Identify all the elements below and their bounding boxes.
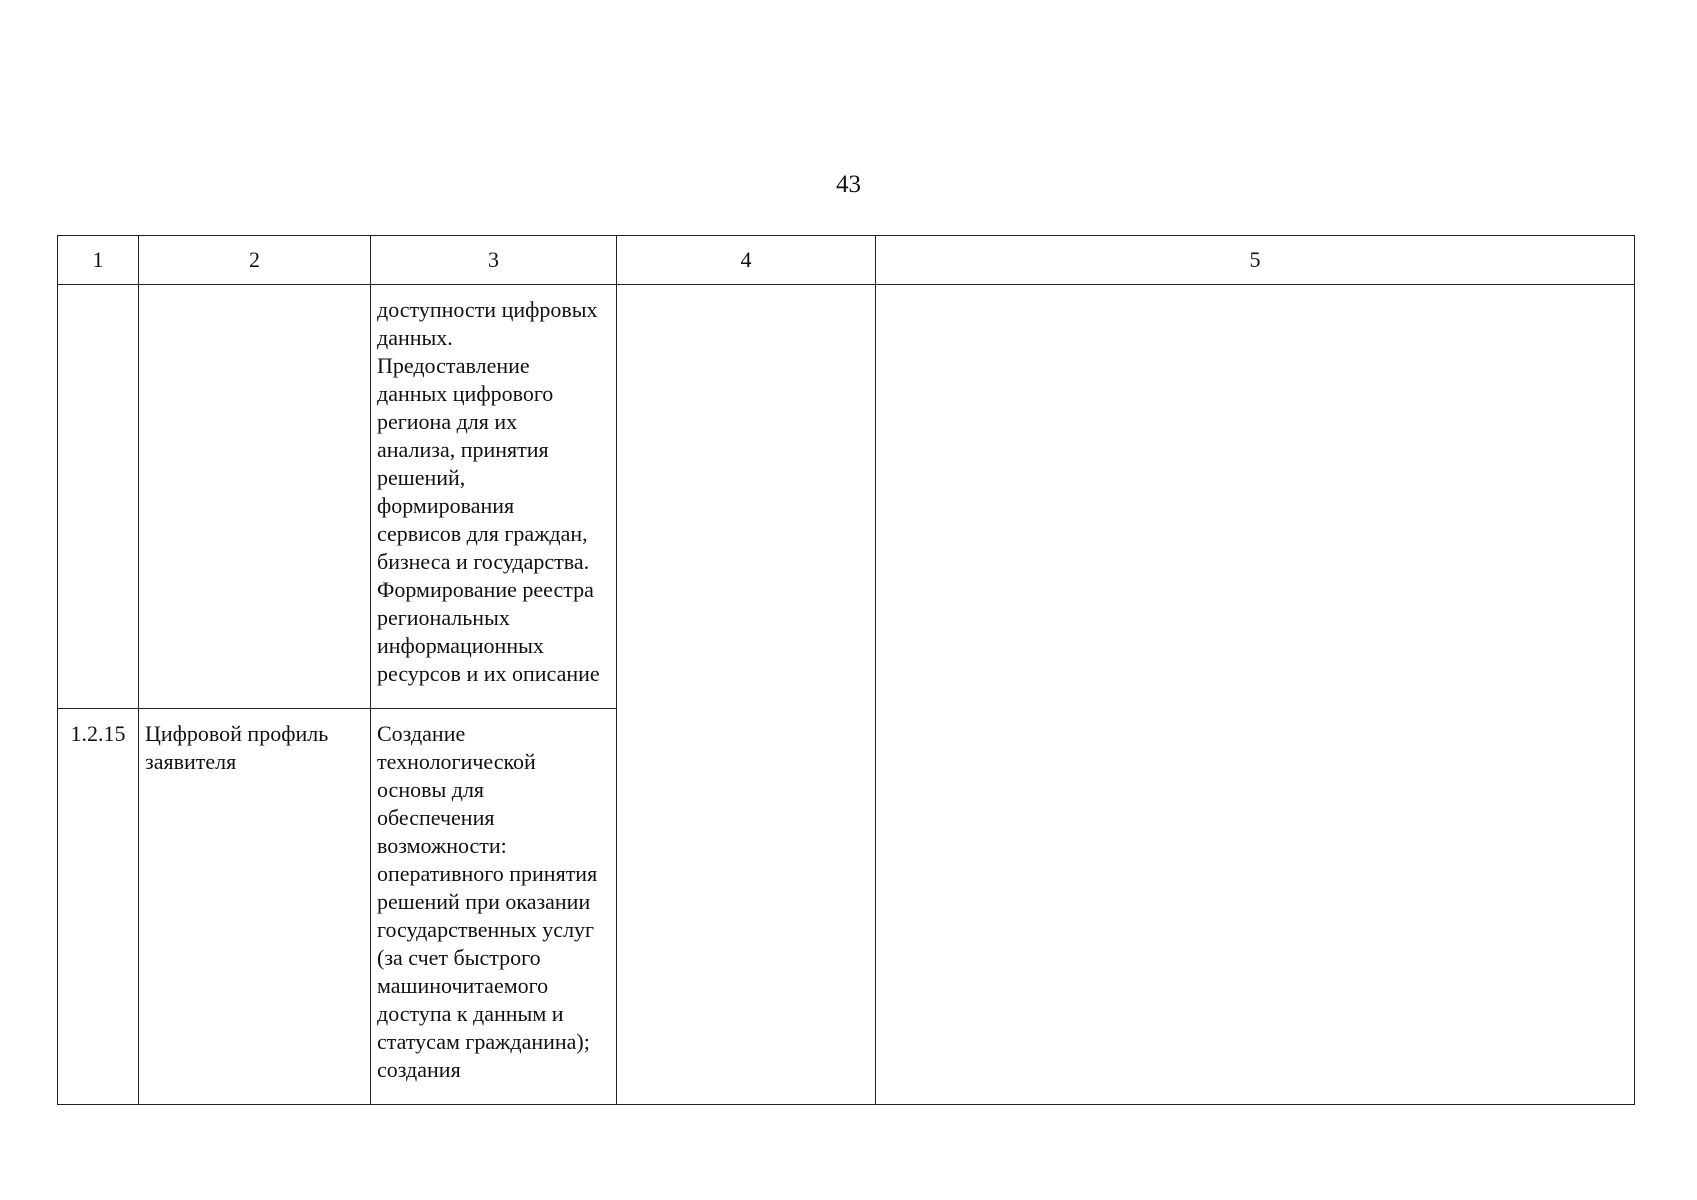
description-line: Предоставление bbox=[377, 353, 530, 378]
description-line: региональных bbox=[377, 605, 510, 630]
column-header-5: 5 bbox=[876, 236, 1635, 285]
description-line: данных цифрового bbox=[377, 381, 554, 406]
row-number-cell: 1.2.15 bbox=[58, 709, 139, 1105]
description-line: машиночитаемого bbox=[377, 973, 549, 998]
page-number: 43 bbox=[836, 171, 861, 198]
column-header-2: 2 bbox=[139, 236, 371, 285]
description-line: формирования bbox=[377, 493, 515, 518]
description-line: Создание bbox=[377, 721, 466, 746]
row-name-cell bbox=[139, 709, 371, 1105]
table-header-row bbox=[58, 236, 1635, 285]
row-description-cell bbox=[371, 709, 617, 1105]
column-header-3: 3 bbox=[371, 236, 617, 285]
description-line: информационных bbox=[377, 633, 544, 658]
description-line: доступности цифровых bbox=[377, 297, 598, 322]
name-line: заявителя bbox=[145, 749, 237, 774]
row-description-cell bbox=[371, 285, 617, 709]
description-line: решений при оказании bbox=[377, 889, 591, 914]
column-5-cell bbox=[876, 285, 1635, 1105]
description-line: обеспечения bbox=[377, 805, 495, 830]
row-number-cell bbox=[58, 285, 139, 709]
description-line: оперативного принятия bbox=[377, 861, 598, 886]
content-table bbox=[57, 235, 1635, 1105]
description-line: статусам гражданина); bbox=[377, 1029, 590, 1054]
description-line: создания bbox=[377, 1057, 461, 1082]
column-header-1: 1 bbox=[58, 236, 139, 285]
description-line: бизнеса и государства. bbox=[377, 549, 590, 574]
description-line: решений, bbox=[377, 465, 466, 490]
description-line: Формирование реестра bbox=[377, 577, 594, 602]
description-line: ресурсов и их описание bbox=[377, 661, 600, 686]
description-line: региона для их bbox=[377, 409, 518, 434]
description-line: возможности: bbox=[377, 833, 507, 858]
table-row bbox=[58, 285, 1635, 709]
description-line: (за счет быстрого bbox=[377, 945, 541, 970]
column-header-4: 4 bbox=[617, 236, 876, 285]
description-line: доступа к данным и bbox=[377, 1001, 564, 1026]
description-line: анализа, принятия bbox=[377, 437, 549, 462]
description-line: государственных услуг bbox=[377, 917, 595, 942]
row-name-cell bbox=[139, 285, 371, 709]
column-4-cell bbox=[617, 285, 876, 1105]
description-line: сервисов для граждан, bbox=[377, 521, 588, 546]
name-line: Цифровой профиль bbox=[145, 721, 329, 746]
description-line: данных. bbox=[377, 325, 453, 350]
description-line: основы для bbox=[377, 777, 485, 802]
description-line: технологической bbox=[377, 749, 536, 774]
